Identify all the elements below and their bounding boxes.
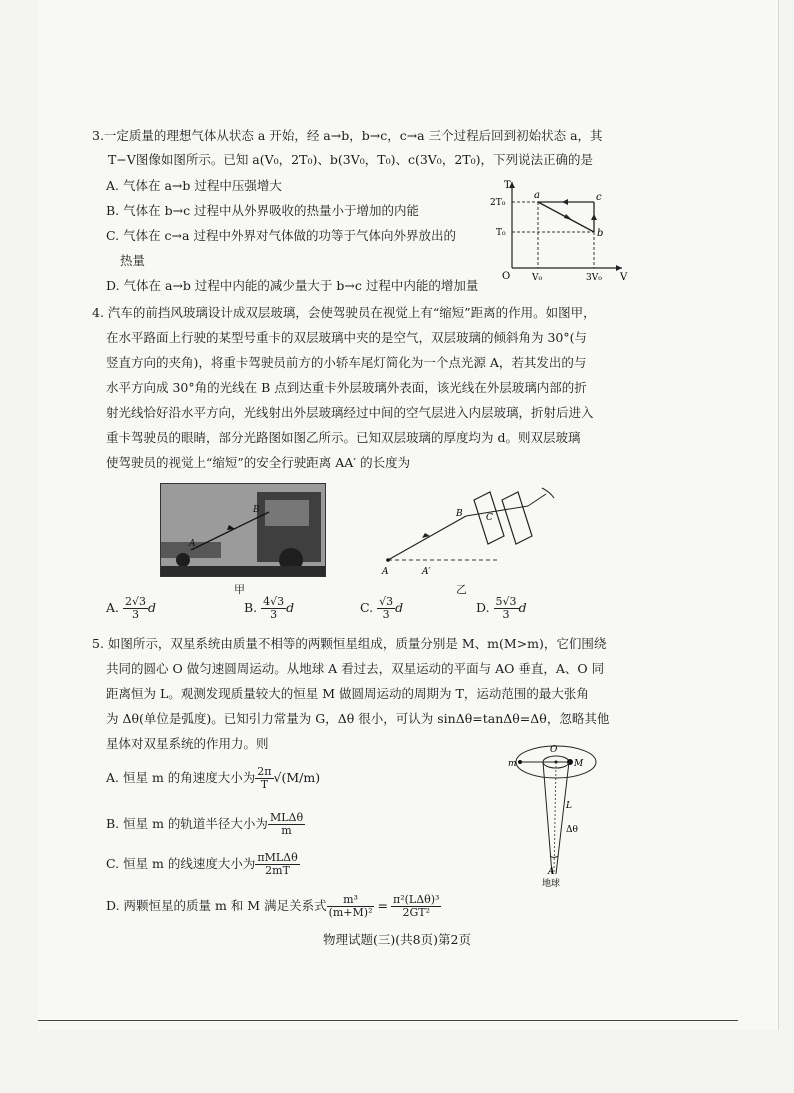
fraction (123, 596, 148, 621)
fraction (255, 852, 299, 877)
q5-binary-star-diagram (508, 738, 618, 888)
diagram-label-b: B (456, 509, 463, 519)
fraction (268, 812, 305, 837)
q3-tick-v0: V₀ (532, 273, 543, 283)
q3-state-a: a (534, 190, 540, 201)
unit-d: d (395, 600, 404, 615)
numerator: MLΔθ (269, 811, 304, 824)
numerator: πMLΔθ (257, 851, 298, 864)
photo-label-b: B (253, 505, 260, 515)
fig-yi-caption: 乙 (456, 583, 467, 596)
option-text: D. 两颗恒星的质量 m 和 M 满足关系式 (106, 898, 327, 913)
q5-option-b (106, 812, 305, 837)
bottom-rule (38, 1020, 738, 1021)
angle-label: Δθ (566, 825, 578, 835)
q4-option-c (360, 596, 403, 621)
q3-state-c: c (596, 192, 602, 203)
q3-option-c-cont: 热量 (120, 253, 146, 268)
q4-line: 4. 汽车的前挡风玻璃设计成双层玻璃，会使驾驶员在视觉上有“缩短”距离的作用。如图甲， (92, 305, 596, 320)
q3-origin: O (502, 271, 511, 282)
fraction (261, 596, 286, 621)
denominator: 2mT (265, 864, 290, 877)
q3-option-c: C. 气体在 c→a 过程中外界对气体做的功等于气体向外界放出的 (106, 228, 456, 243)
q3-tick-2t0: 2T₀ (490, 198, 506, 208)
denominator: 2GT² (402, 906, 430, 919)
q3-option-b: B. 气体在 b→c 过程中从外界吸收的热量小于增加的内能 (106, 203, 420, 218)
sqrt-term: √(M/m) (273, 770, 321, 785)
unit-d: d (148, 600, 157, 615)
q4-option-b (244, 596, 294, 621)
q4-line: 在水平路面上行驶的某型号重卡的双层玻璃中夹的是空气，双层玻璃的倾斜角为 30°(与 (106, 330, 588, 345)
page-footer: 物理试题(三)(共8页)第2页 (323, 932, 471, 947)
star-label-small-m: m (508, 759, 517, 769)
star-center-o: O (550, 745, 558, 755)
q5-line: 星体对双星系统的作用力。则 (106, 736, 269, 751)
q3-axis-v: V (620, 272, 628, 283)
distance-label-l: L (566, 801, 572, 811)
q3-axis-t: T (504, 180, 511, 191)
fraction (377, 596, 395, 621)
option-text: C. 恒星 m 的线速度大小为 (106, 856, 256, 871)
fraction (327, 894, 375, 919)
q3-tv-graph (490, 178, 630, 283)
fraction (494, 596, 519, 621)
earth-label: 地球 (542, 879, 561, 888)
numerator: m³ (327, 894, 375, 907)
q4-line: 射光线恰好沿水平方向，光线射出外层玻璃经过中间的空气层进入内层玻璃，折射后进入 (106, 405, 594, 420)
q4-line: 水平方向成 30°角的光线在 B 点到达重卡外层玻璃外表面，该光线在外层玻璃内部的折 (106, 380, 587, 395)
q3-tick-t0: T₀ (496, 228, 506, 238)
diagram-label-c: C (486, 513, 493, 523)
star-label-big-m: M (574, 759, 584, 769)
q3-line2: T−V图像如图所示。已知 a(V₀，2T₀)、b(3V₀，T₀)、c(3V₀，2T₀)，下列说法正确的是 (108, 152, 593, 167)
option-label: B. (244, 600, 258, 615)
option-label: A. (106, 600, 120, 615)
unit-d: d (518, 600, 527, 615)
q4-line: 重卡驾驶员的眼睛，部分光路图如图乙所示。已知双层玻璃的厚度均为 d。则双层玻璃 (106, 430, 581, 445)
q4-line: 竖直方向的夹角)，将重卡驾驶员前方的小轿车尾灯简化为一个点光源 A，若其发出的与 (106, 355, 587, 370)
denominator: m (281, 824, 292, 837)
q5-option-d (106, 894, 441, 919)
fig-jia-caption: 甲 (234, 583, 245, 596)
diagram-label-a: A (382, 567, 389, 577)
q3-option-d: D. 气体在 a→b 过程中内能的减少量大于 b→c 过程中内能的增加量 (106, 278, 479, 293)
denominator: 3 (502, 608, 510, 621)
q5-option-c (106, 852, 300, 877)
earth-point-a: A (548, 867, 555, 877)
q4-option-d (476, 596, 527, 621)
option-label: C. (360, 600, 374, 615)
q3-tick-3v0: 3V₀ (586, 273, 602, 283)
unit-d: d (286, 600, 295, 615)
numerator: 5√3 (495, 595, 517, 608)
q5-line: 5. 如图所示，双星系统由质量不相等的两颗恒星组成，质量分别是 M、m(M>m)，它们围绕 (92, 636, 607, 651)
numerator: π²(LΔθ)³ (392, 893, 440, 906)
photo-label-a: A (189, 539, 196, 549)
equals-sign: = (377, 898, 388, 913)
q3-line1: 3.一定质量的理想气体从状态 a 开始，经 a→b，b→c，c→a 三个过程后回到初始状态 a，其 (92, 128, 603, 143)
truck-photo (160, 483, 326, 577)
denominator: 3 (382, 608, 390, 621)
denominator: (m+M)² (328, 906, 373, 919)
q5-line: 为 Δθ(单位是弧度)。已知引力常量为 G，Δθ 很小，可认为 sinΔθ=tanΔθ=Δθ，忽略其他 (106, 711, 610, 726)
diagram-label-a-prime: A′ (422, 567, 431, 577)
q4-option-a (106, 596, 156, 621)
fraction (255, 766, 273, 791)
fraction (391, 894, 442, 919)
option-text: B. 恒星 m 的轨道半径大小为 (106, 816, 268, 831)
q5-line: 距离恒为 L。观测发现质量较大的恒星 M 做圆周运动的周期为 T，运动范围的最大张角 (106, 686, 589, 701)
q4-line: 使驾驶员的视觉上“缩短”的安全行驶距离 AA′ 的长度为 (106, 455, 411, 470)
numerator: √3 (379, 595, 394, 608)
option-label: D. (476, 600, 490, 615)
denominator: 3 (132, 608, 139, 621)
q3-option-a: A. 气体在 a→b 过程中压强增大 (106, 178, 282, 193)
denominator: T (260, 778, 269, 791)
denominator: 3 (270, 608, 278, 621)
numerator: 2π (257, 765, 272, 778)
numerator: 4√3 (263, 595, 285, 608)
q4-light-path-diagram (378, 478, 578, 578)
q5-line: 共同的圆心 O 做匀速圆周运动。从地球 A 看过去，双星运动的平面与 AO 垂直，A、O 同 (106, 661, 605, 676)
q3-state-b: b (597, 228, 604, 239)
q5-option-a (106, 766, 320, 791)
numerator: 2√3 (125, 595, 147, 608)
option-text: A. 恒星 m 的角速度大小为 (106, 770, 256, 785)
